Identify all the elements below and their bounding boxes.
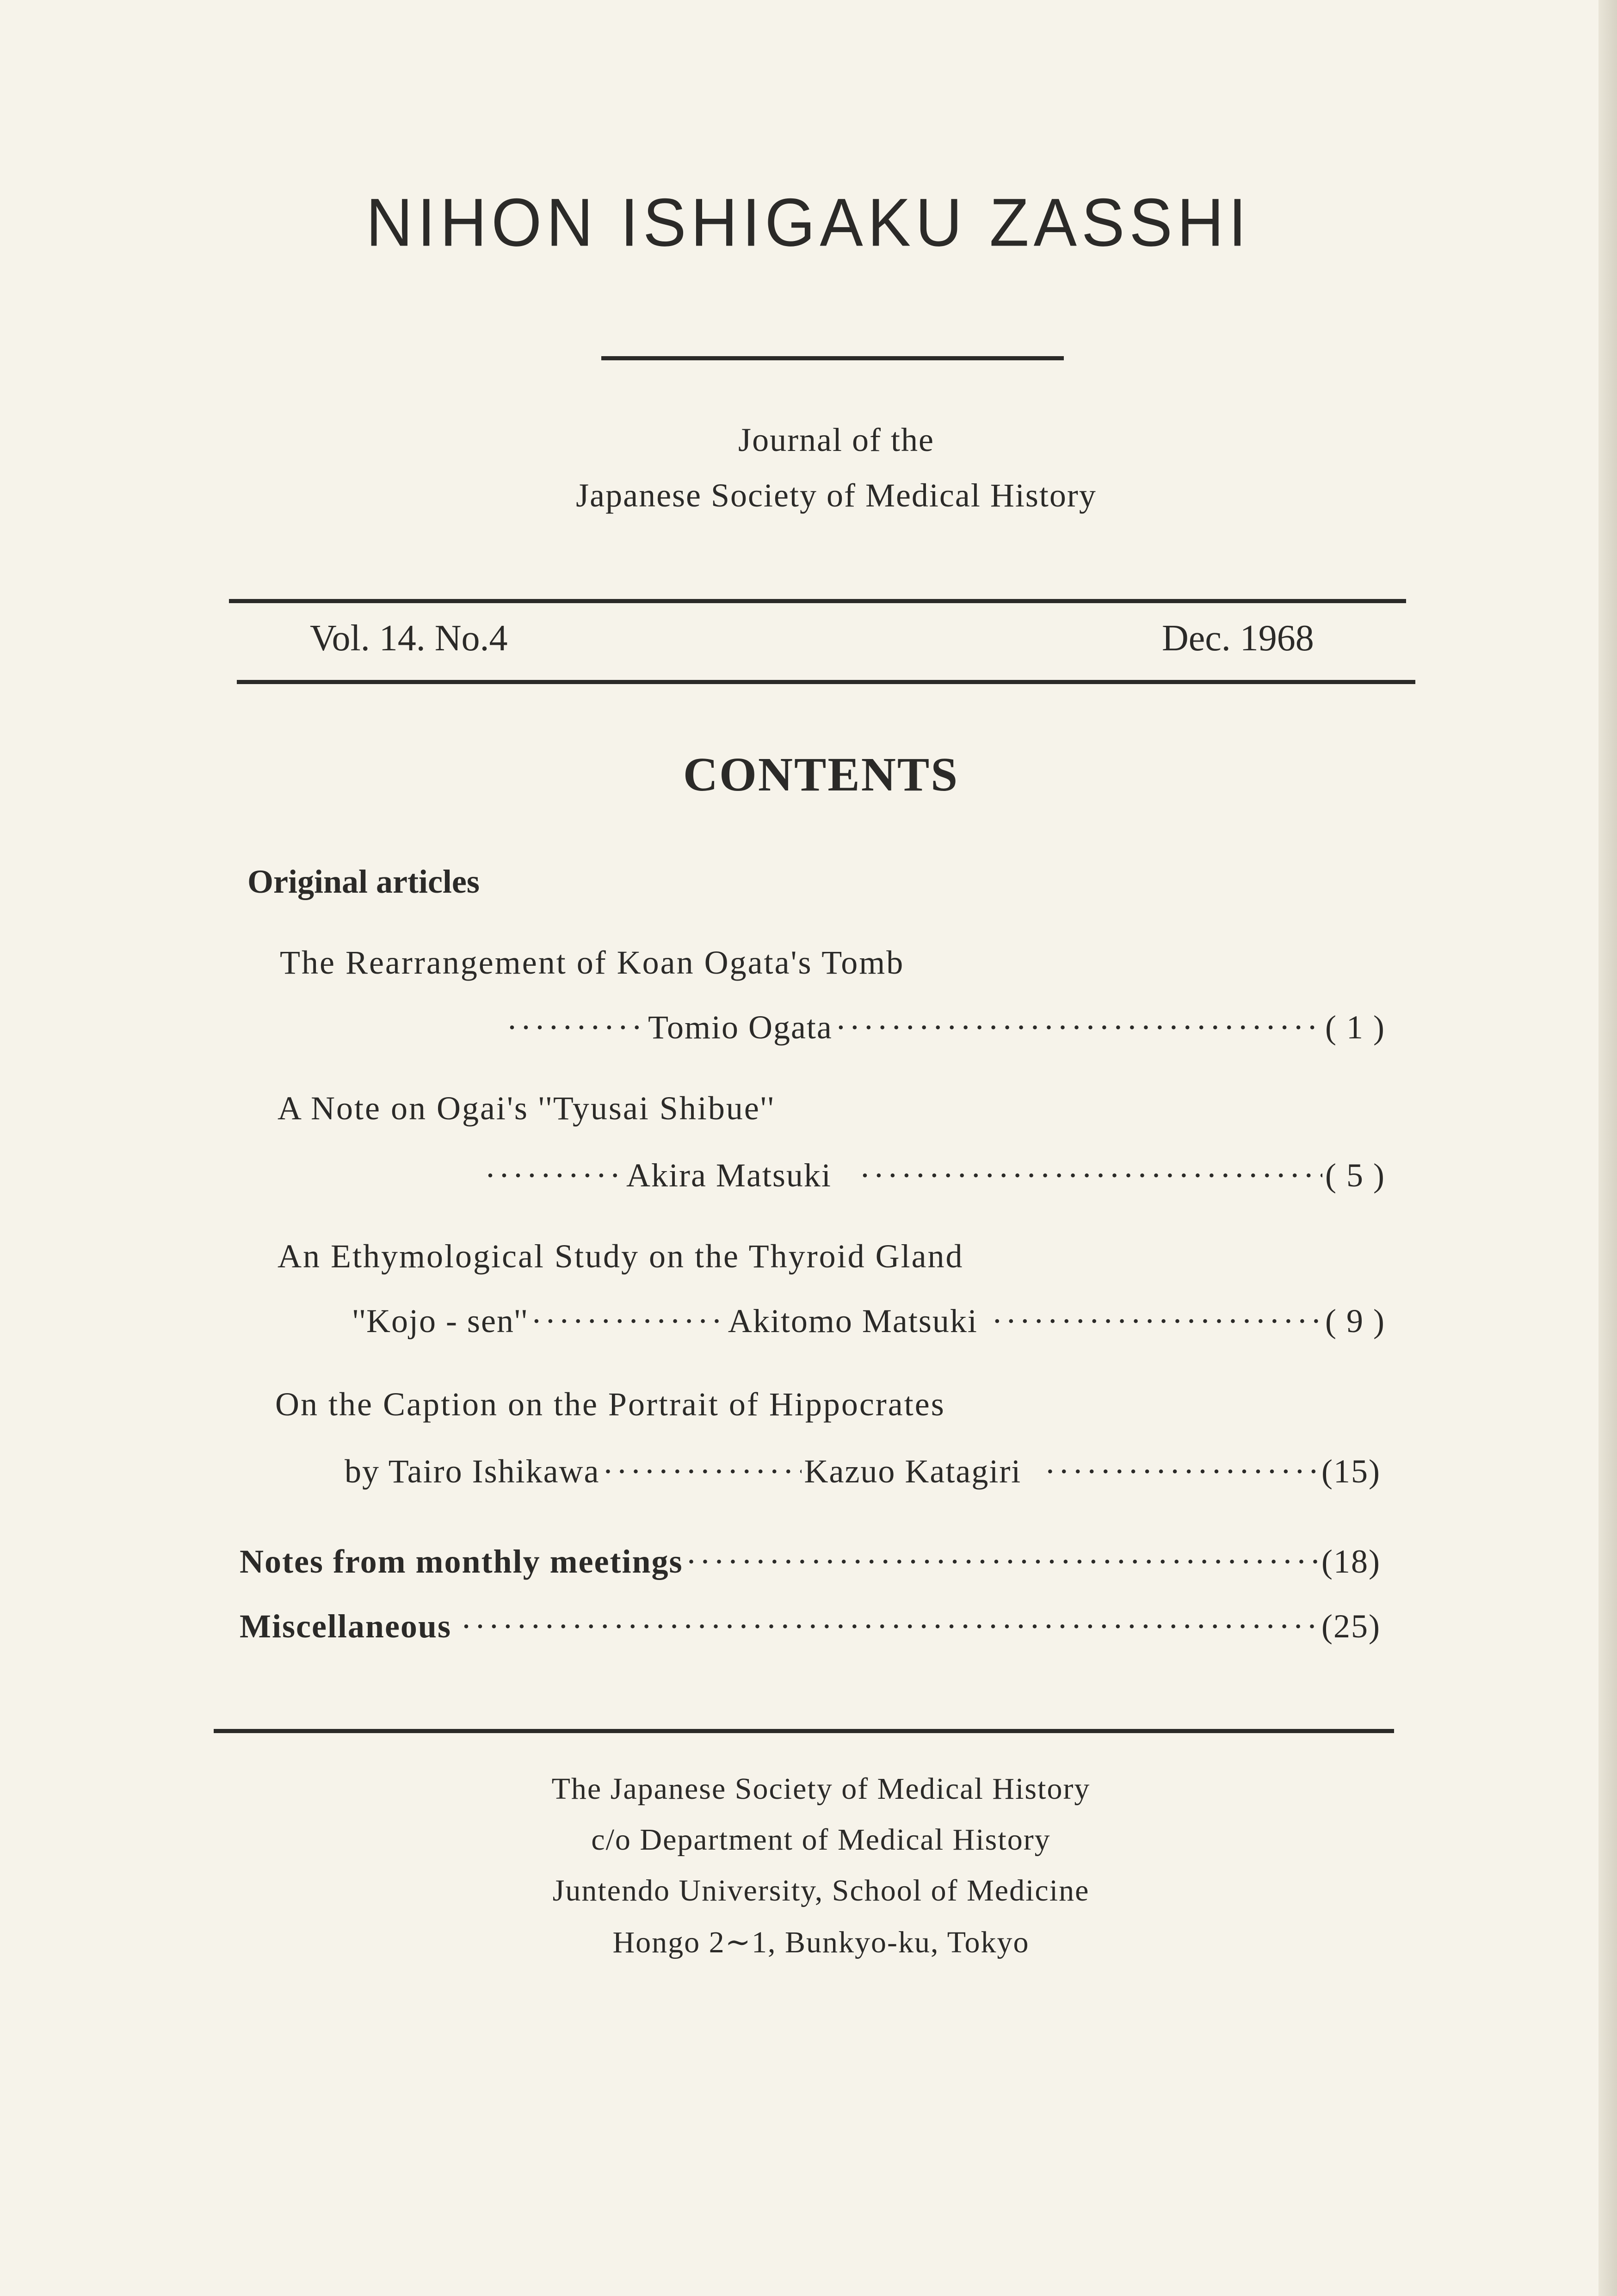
article-leader-line bbox=[506, 1008, 1385, 1050]
leader-dots bbox=[461, 1607, 1319, 1646]
leader-dots bbox=[859, 1156, 1322, 1195]
leader-dots bbox=[531, 1302, 725, 1340]
volume-number: Vol. 14. No.4 bbox=[310, 618, 508, 659]
issue-date: Dec. 1968 bbox=[1162, 618, 1314, 659]
leader-dots bbox=[835, 1008, 1322, 1047]
volume-top-rule bbox=[229, 599, 1406, 603]
article-page: ( 1 ) bbox=[1325, 1009, 1385, 1046]
leader-dots bbox=[992, 1302, 1322, 1340]
journal-title: NIHON ISHIGAKU ZASSHI bbox=[366, 184, 1251, 260]
journal-subtitle-line2: Japanese Society of Medical History bbox=[576, 477, 1097, 514]
misc-label: Miscellaneous bbox=[240, 1608, 451, 1645]
leader-dots bbox=[485, 1156, 623, 1195]
leader-dots bbox=[686, 1543, 1319, 1581]
article-title: A Note on Ogai's ''Tyusai Shibue'' bbox=[278, 1090, 775, 1127]
journal-subtitle-line1: Journal of the bbox=[738, 421, 934, 458]
article-page: (15) bbox=[1321, 1453, 1381, 1490]
article-title: The Rearrangement of Koan Ogata's Tomb bbox=[280, 944, 905, 981]
title-underline bbox=[601, 356, 1064, 360]
leader-dots bbox=[506, 1008, 645, 1047]
article-author: Tomio Ogata bbox=[648, 1009, 833, 1046]
volume-bottom-rule bbox=[237, 680, 1415, 684]
article-author: Kazuo Katagiri bbox=[804, 1453, 1022, 1490]
article-title: On the Caption on the Portrait of Hippocrates bbox=[275, 1386, 945, 1423]
notes-label: Notes from monthly meetings bbox=[240, 1543, 683, 1580]
article-title-continued: by Tairo Ishikawa bbox=[345, 1453, 600, 1490]
footer-rule bbox=[214, 1729, 1394, 1733]
article-leader-line bbox=[345, 1452, 1381, 1494]
leader-dots bbox=[1044, 1452, 1319, 1491]
misc-line bbox=[240, 1607, 1381, 1649]
article-page: ( 9 ) bbox=[1325, 1302, 1385, 1339]
notes-page: (18) bbox=[1321, 1543, 1381, 1580]
article-leader-line bbox=[352, 1302, 1385, 1344]
publisher-line4: Hongo 2∼1, Bunkyo-ku, Tokyo bbox=[612, 1926, 1030, 1959]
section-original-articles: Original articles bbox=[247, 863, 480, 900]
notes-line bbox=[240, 1543, 1381, 1584]
leader-dots bbox=[603, 1452, 802, 1491]
publisher-line1: The Japanese Society of Medical History bbox=[551, 1772, 1091, 1806]
article-leader-line bbox=[485, 1156, 1385, 1198]
article-author: Akira Matsuki bbox=[626, 1157, 832, 1194]
article-title-continued: ''Kojo - sen'' bbox=[352, 1302, 528, 1339]
publisher-line2: c/o Department of Medical History bbox=[591, 1823, 1051, 1857]
article-page: ( 5 ) bbox=[1325, 1157, 1385, 1194]
contents-heading: CONTENTS bbox=[683, 748, 959, 801]
misc-page: (25) bbox=[1321, 1608, 1381, 1645]
publisher-line3: Juntendo University, School of Medicine bbox=[552, 1874, 1090, 1907]
article-author: Akitomo Matsuki bbox=[728, 1302, 978, 1339]
article-title: An Ethymological Study on the Thyroid Gland bbox=[278, 1238, 964, 1275]
